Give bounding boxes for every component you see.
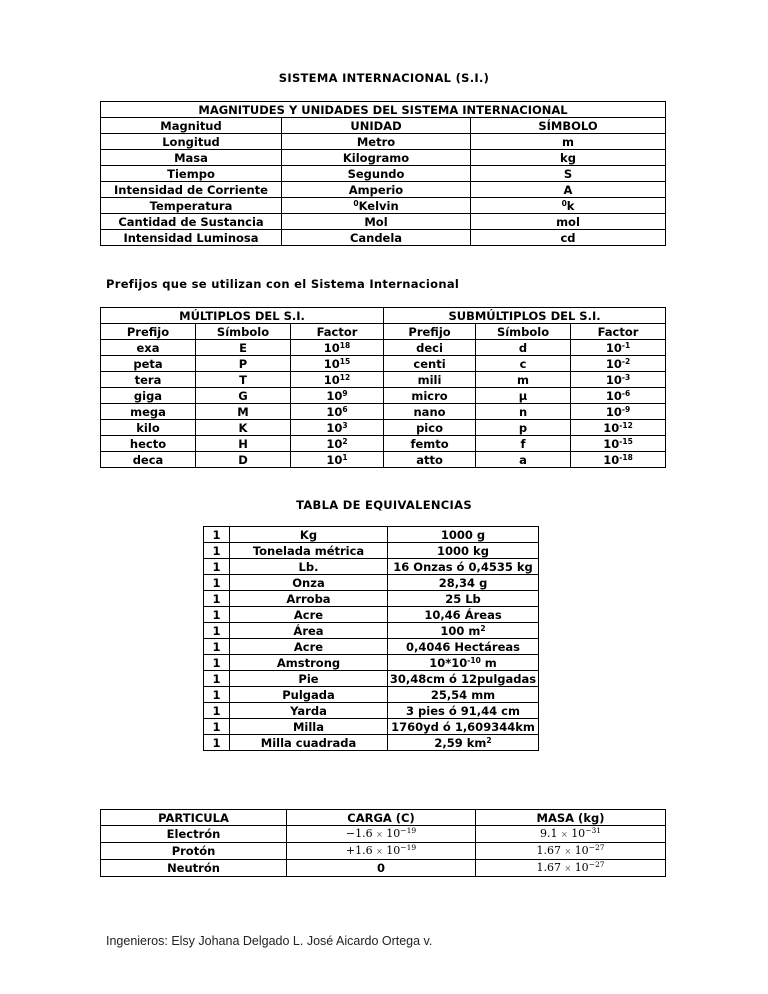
table-row <box>204 639 539 655</box>
equivalence-text: 16 Onzas ó 0,4535 kg <box>393 559 533 574</box>
magnitud-cell: Cantidad de Sustancia <box>101 214 282 230</box>
factor-exponent: 15 <box>339 356 351 366</box>
si-units-table <box>100 101 666 246</box>
carga-exponent: −19 <box>400 842 417 852</box>
factor-cell <box>571 452 666 468</box>
quantity-cell: 1 <box>204 687 230 703</box>
quantity-cell: 1 <box>204 559 230 575</box>
simbolo-cell: T <box>196 372 291 388</box>
unidad-text: Kelvin <box>358 198 399 213</box>
table-row <box>101 134 666 150</box>
particles-table <box>100 809 666 877</box>
equivalencias-table <box>203 526 539 751</box>
times-sign: × <box>564 846 572 856</box>
equivalence-cell <box>388 639 539 655</box>
equivalence-cell <box>388 719 539 735</box>
magnitud-cell: Temperatura <box>101 198 282 214</box>
simbolo-cell: S <box>471 166 666 182</box>
carga-mantissa: +1.6 <box>345 843 373 857</box>
masa-exponent: −27 <box>588 859 605 869</box>
equivalence-text: 3 pies ó 91,44 cm <box>406 703 520 718</box>
equivalence-text: 1760yd ó 1,609344km <box>391 719 535 734</box>
equivalence-text: 10*10 <box>429 655 468 670</box>
equivalence-cell <box>388 687 539 703</box>
simbolo-text: k <box>566 198 575 213</box>
simbolo-cell: kg <box>471 150 666 166</box>
simbolo-cell: E <box>196 340 291 356</box>
quantity-cell: 1 <box>204 623 230 639</box>
prefijo-cell: peta <box>101 356 196 372</box>
unit-cell: Yarda <box>230 703 388 719</box>
factor-base: 10 <box>326 436 343 451</box>
factor-base: 10 <box>603 436 620 451</box>
unit-cell: Acre <box>230 607 388 623</box>
header-simbolo: Símbolo <box>476 324 571 340</box>
simbolo-cell: P <box>196 356 291 372</box>
unidad-cell <box>282 198 471 214</box>
factor-cell <box>571 340 666 356</box>
factor-exponent: 18 <box>339 340 351 350</box>
unit-cell: Acre <box>230 639 388 655</box>
equivalence-exponent: 2 <box>480 623 486 633</box>
quantity-cell: 1 <box>204 543 230 559</box>
quantity-cell: 1 <box>204 591 230 607</box>
header-masa: MASA (kg) <box>476 810 666 826</box>
masa-base: 10 <box>571 826 586 840</box>
simbolo-cell: cd <box>471 230 666 246</box>
factor-exponent: 12 <box>339 372 351 382</box>
header-unidad: UNIDAD <box>282 118 471 134</box>
table-row <box>204 671 539 687</box>
factor-base: 10 <box>326 452 343 467</box>
quantity-cell: 1 <box>204 735 230 751</box>
carga-cell: 0 <box>287 860 476 877</box>
table-row <box>204 655 539 671</box>
equivalence-text: 1000 g <box>440 527 486 542</box>
table-row <box>101 198 666 214</box>
unit-cell: Milla cuadrada <box>230 735 388 751</box>
factor-base: 10 <box>605 372 622 387</box>
carga-exponent: −19 <box>400 825 417 835</box>
prefijo-cell: mili <box>384 372 476 388</box>
equivalence-cell <box>388 607 539 623</box>
factor-exponent: -2 <box>621 356 631 366</box>
prefijo-cell: centi <box>384 356 476 372</box>
simbolo-cell: G <box>196 388 291 404</box>
prefijo-cell: micro <box>384 388 476 404</box>
magnitud-cell: Longitud <box>101 134 282 150</box>
masa-mantissa: 1.67 <box>536 843 561 857</box>
particle-name-cell: Protón <box>101 843 287 860</box>
factor-exponent: -15 <box>619 436 633 446</box>
factor-cell <box>291 404 384 420</box>
simbolo-cell: a <box>476 452 571 468</box>
simbolo-cell: H <box>196 436 291 452</box>
equivalence-text: 2,59 km <box>434 735 487 750</box>
header-prefijo: Prefijo <box>101 324 196 340</box>
table-row <box>101 420 666 436</box>
carga-cell <box>287 826 476 843</box>
magnitud-cell: Tiempo <box>101 166 282 182</box>
factor-exponent: -6 <box>621 388 631 398</box>
unidad-cell: Kilogramo <box>282 150 471 166</box>
equivalence-suffix: m <box>480 655 497 670</box>
equivalence-text: 25 Lb <box>445 591 481 606</box>
factor-exponent: 3 <box>342 420 348 430</box>
factor-base: 10 <box>605 340 622 355</box>
times-sign: × <box>376 829 383 839</box>
particle-name-cell: Electrón <box>101 826 287 843</box>
equivalence-cell <box>388 591 539 607</box>
factor-cell <box>571 404 666 420</box>
table-row <box>204 703 539 719</box>
unidad-cell: Amperio <box>282 182 471 198</box>
equivalence-cell <box>388 575 539 591</box>
particle-name-cell: Neutrón <box>101 860 287 877</box>
prefijo-cell: tera <box>101 372 196 388</box>
factor-exponent: -18 <box>619 452 633 462</box>
table-row <box>204 607 539 623</box>
simbolo-cell: m <box>471 134 666 150</box>
table-row <box>101 404 666 420</box>
masa-mantissa: 9.1 <box>539 826 558 840</box>
unit-cell: Amstrong <box>230 655 388 671</box>
factor-base: 10 <box>605 388 622 403</box>
factor-exponent: 1 <box>342 452 348 462</box>
prefijos-title: Prefijos que se utilizan con el Sistema Internacional <box>106 277 460 291</box>
masa-exponent: −27 <box>588 842 605 852</box>
simbolo-cell: K <box>196 420 291 436</box>
factor-exponent: -1 <box>621 340 631 350</box>
simbolo-cell: p <box>476 420 571 436</box>
carga-base: 10 <box>386 826 401 840</box>
prefijo-cell: femto <box>384 436 476 452</box>
equivalence-text: 25,54 mm <box>430 687 496 702</box>
simbolo-cell: n <box>476 404 571 420</box>
factor-cell <box>291 388 384 404</box>
table-row <box>204 735 539 751</box>
factor-exponent: 6 <box>342 404 348 414</box>
carga-cell <box>287 843 476 860</box>
table-row <box>101 388 666 404</box>
prefijo-cell: giga <box>101 388 196 404</box>
factor-base: 10 <box>326 404 343 419</box>
quantity-cell: 1 <box>204 655 230 671</box>
quantity-cell: 1 <box>204 719 230 735</box>
equivalence-cell <box>388 703 539 719</box>
header-simbolo: SÍMBOLO <box>471 118 666 134</box>
table-row <box>101 356 666 372</box>
magnitud-cell: Intensidad Luminosa <box>101 230 282 246</box>
simbolo-cell: M <box>196 404 291 420</box>
masa-cell <box>476 843 666 860</box>
unit-cell: Arroba <box>230 591 388 607</box>
table-row <box>101 436 666 452</box>
prefijo-cell: atto <box>384 452 476 468</box>
factor-cell <box>291 340 384 356</box>
magnitud-cell: Intensidad de Corriente <box>101 182 282 198</box>
equivalencias-title: TABLA DE EQUIVALENCIAS <box>296 498 472 512</box>
prefijo-cell: hecto <box>101 436 196 452</box>
factor-base: 10 <box>326 388 343 403</box>
factor-exponent: 2 <box>342 436 348 446</box>
carga-mantissa: −1.6 <box>345 826 373 840</box>
factor-base: 10 <box>323 356 340 371</box>
header-carga: CARGA (C) <box>287 810 476 826</box>
table-row <box>204 687 539 703</box>
table-row <box>101 843 666 860</box>
prefijo-cell: deci <box>384 340 476 356</box>
masa-exponent: −31 <box>585 825 602 835</box>
prefijo-cell: exa <box>101 340 196 356</box>
factor-exponent: -12 <box>619 420 633 430</box>
factor-cell <box>571 436 666 452</box>
simbolo-cell: d <box>476 340 571 356</box>
unit-cell: Milla <box>230 719 388 735</box>
quantity-cell: 1 <box>204 703 230 719</box>
simbolo-cell: A <box>471 182 666 198</box>
table-row <box>204 591 539 607</box>
equivalence-text: 30,48cm ó 12pulgadas <box>389 671 537 686</box>
quantity-cell: 1 <box>204 527 230 543</box>
table-row <box>101 150 666 166</box>
equivalence-cell <box>388 655 539 671</box>
masa-cell <box>476 826 666 843</box>
equivalence-cell <box>388 559 539 575</box>
factor-cell <box>571 388 666 404</box>
header-prefijo: Prefijo <box>384 324 476 340</box>
quantity-cell: 1 <box>204 671 230 687</box>
quantity-cell: 1 <box>204 639 230 655</box>
factor-exponent: 9 <box>342 388 348 398</box>
equivalence-cell <box>388 735 539 751</box>
header-factor: Factor <box>291 324 384 340</box>
equivalence-text: 0,4046 Hectáreas <box>406 639 520 654</box>
table-row <box>101 182 666 198</box>
factor-base: 10 <box>323 372 340 387</box>
masa-base: 10 <box>574 843 589 857</box>
table-row <box>101 372 666 388</box>
factor-cell <box>571 356 666 372</box>
prefijo-cell: kilo <box>101 420 196 436</box>
equivalence-exponent: 2 <box>486 735 492 745</box>
table-row <box>204 543 539 559</box>
table-row <box>101 826 666 843</box>
prefixes-table <box>100 307 666 468</box>
equivalence-cell <box>388 527 539 543</box>
masa-mantissa: 1.67 <box>536 860 561 874</box>
simbolo-cell: c <box>476 356 571 372</box>
page-title: SISTEMA INTERNACIONAL (S.I.) <box>278 71 490 85</box>
factor-cell <box>571 372 666 388</box>
table-row <box>204 719 539 735</box>
unit-cell: Onza <box>230 575 388 591</box>
quantity-cell: 1 <box>204 575 230 591</box>
factor-base: 10 <box>605 404 622 419</box>
si-table-caption: MAGNITUDES Y UNIDADES DEL SISTEMA INTERNACIONAL <box>101 102 666 118</box>
simbolo-cell: f <box>476 436 571 452</box>
prefijo-cell: deca <box>101 452 196 468</box>
unit-cell: Kg <box>230 527 388 543</box>
equivalence-text: 1000 kg <box>437 543 489 558</box>
simbolo-cell: mol <box>471 214 666 230</box>
table-row <box>204 527 539 543</box>
factor-cell <box>291 372 384 388</box>
magnitud-cell: Masa <box>101 150 282 166</box>
header-magnitud: Magnitud <box>101 118 282 134</box>
unit-cell: Área <box>230 623 388 639</box>
masa-cell <box>476 860 666 877</box>
factor-cell <box>291 436 384 452</box>
equivalence-text: 28,34 g <box>438 575 488 590</box>
table-row <box>101 340 666 356</box>
factor-cell <box>571 420 666 436</box>
simbolo-cell: D <box>196 452 291 468</box>
degree-superscript: 0 <box>561 198 567 208</box>
table-row <box>101 860 666 877</box>
unidad-cell: Mol <box>282 214 471 230</box>
simbolo-cell <box>471 198 666 214</box>
times-sign: × <box>564 863 572 873</box>
table-row <box>204 575 539 591</box>
header-particula: PARTICULA <box>101 810 287 826</box>
unit-cell: Pie <box>230 671 388 687</box>
equivalence-exponent: -10 <box>467 655 481 665</box>
masa-base: 10 <box>574 860 589 874</box>
factor-exponent: -3 <box>621 372 631 382</box>
factor-cell <box>291 420 384 436</box>
table-row <box>204 623 539 639</box>
factor-base: 10 <box>605 356 622 371</box>
simbolo-cell: µ <box>476 388 571 404</box>
times-sign: × <box>560 829 568 839</box>
unidad-cell: Metro <box>282 134 471 150</box>
carga-base: 10 <box>386 843 401 857</box>
equivalence-text: 10,46 Áreas <box>424 607 502 622</box>
equivalence-cell <box>388 543 539 559</box>
unidad-cell: Candela <box>282 230 471 246</box>
prefijo-cell: nano <box>384 404 476 420</box>
footer-authors: Ingenieros: Elsy Johana Delgado L. José Aicardo Ortega v. <box>106 934 433 948</box>
unit-cell: Tonelada métrica <box>230 543 388 559</box>
equivalence-cell <box>388 623 539 639</box>
unit-cell: Lb. <box>230 559 388 575</box>
equivalence-text: 100 m <box>440 623 481 638</box>
factor-base: 10 <box>323 340 340 355</box>
factor-cell <box>291 356 384 372</box>
prefijo-cell: mega <box>101 404 196 420</box>
factor-exponent: -9 <box>621 404 631 414</box>
factor-base: 10 <box>326 420 343 435</box>
times-sign: × <box>376 846 383 856</box>
submultiplos-caption: SUBMÚLTIPLOS DEL S.I. <box>384 308 666 324</box>
prefijo-cell: pico <box>384 420 476 436</box>
table-row <box>204 559 539 575</box>
table-row <box>101 230 666 246</box>
simbolo-cell: m <box>476 372 571 388</box>
table-row <box>101 166 666 182</box>
factor-base: 10 <box>603 420 620 435</box>
table-row <box>101 214 666 230</box>
header-factor: Factor <box>571 324 666 340</box>
quantity-cell: 1 <box>204 607 230 623</box>
multiplos-caption: MÚLTIPLOS DEL S.I. <box>101 308 384 324</box>
factor-base: 10 <box>603 452 620 467</box>
degree-superscript: 0 <box>353 198 359 208</box>
header-simbolo: Símbolo <box>196 324 291 340</box>
factor-cell <box>291 452 384 468</box>
unidad-cell: Segundo <box>282 166 471 182</box>
equivalence-cell <box>388 671 539 687</box>
table-row <box>101 452 666 468</box>
unit-cell: Pulgada <box>230 687 388 703</box>
